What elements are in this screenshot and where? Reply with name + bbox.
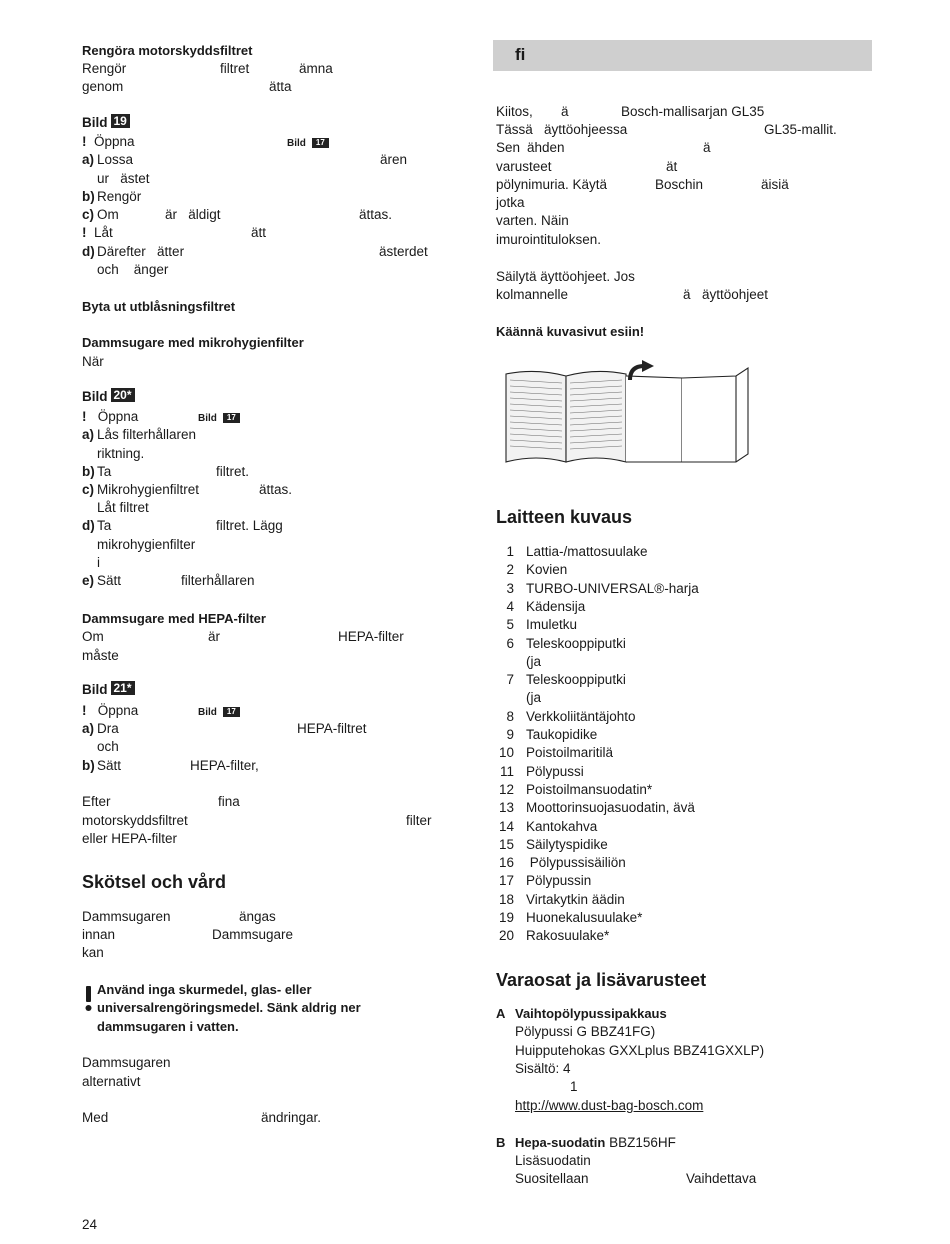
part-label: Lattia-/mattosuulake	[526, 544, 648, 559]
text-line: Dammsugare	[212, 927, 294, 942]
section-title-hepa: Dammsugare med HEPA-filter	[82, 611, 266, 626]
text-line: äisiä	[761, 177, 789, 192]
part-label: Rakosuulake*	[526, 928, 610, 943]
language-code: fi	[515, 45, 526, 64]
figure-number-badge: 21*	[111, 681, 135, 695]
part-number: 13	[498, 800, 514, 815]
text-line: ätta	[269, 79, 292, 94]
text-line: jotka	[496, 195, 525, 210]
text-line: Efter	[82, 794, 111, 809]
part-label: Säilytyspidike	[526, 837, 608, 852]
part-number: 11	[499, 764, 514, 779]
part-item	[496, 854, 626, 872]
part-label: Imuletku	[526, 617, 578, 632]
part-label: (ja	[526, 690, 542, 705]
text-line: Pölypussi G BBZ41FG)	[515, 1024, 656, 1039]
step: c) Om	[82, 207, 119, 222]
part-label: Poistoilmansuodatin*	[526, 782, 653, 797]
text-line: och	[97, 739, 119, 754]
step: ! Öppna	[82, 703, 139, 718]
text-line: ur ästet	[97, 171, 150, 186]
text-line: Boschin	[655, 177, 704, 192]
text-line: ästerdet	[379, 244, 428, 259]
text-line: ängas	[239, 909, 276, 924]
part-number: 7	[506, 672, 514, 687]
text-line: ä	[561, 104, 569, 119]
part-number: 12	[498, 782, 514, 797]
step: b) Sätt	[82, 758, 122, 773]
text-line: varten. Näin	[496, 213, 569, 228]
text-line: innan	[82, 927, 116, 942]
step: b) Ta	[82, 464, 112, 479]
text-line: riktning.	[97, 446, 145, 461]
step: a) Lossa	[82, 152, 134, 167]
accessory-title-a: Vaihtopölypussipakkaus	[515, 1006, 667, 1021]
text-line: Rengör	[82, 61, 127, 76]
accessory-label-a: A	[496, 1006, 506, 1021]
text-line: HEPA-filter,	[190, 758, 259, 773]
part-number: 5	[506, 617, 514, 632]
part-item	[496, 561, 567, 579]
part-number: 19	[498, 910, 514, 925]
section-title-motor-filter: Rengöra motorskyddsfiltret	[82, 43, 253, 58]
step: a) Lås filterhållaren	[82, 427, 197, 442]
text-line: Säilytä äyttöohjeet. Jos	[496, 269, 635, 284]
part-number: 4	[506, 599, 514, 614]
part-number: 14	[498, 819, 514, 834]
text-line: Dammsugaren	[82, 1055, 171, 1070]
text-line: fina	[218, 794, 240, 809]
text-line: äyttöohjeet	[702, 287, 769, 302]
step: a) Dra	[82, 721, 119, 736]
part-item	[496, 708, 636, 726]
text-line: ändringar.	[261, 1110, 322, 1125]
figure-number-badge: 20*	[111, 388, 135, 402]
part-item	[496, 635, 626, 653]
accessory-title-b: Hepa-suodatin BBZ156HF	[515, 1135, 676, 1150]
section-title-microhygiene: Dammsugare med mikrohygienfilter	[82, 335, 304, 350]
text-line: äyttöohjeessa	[544, 122, 628, 137]
part-item	[496, 689, 541, 707]
text-line: alternativt	[82, 1074, 141, 1089]
text-line: När	[82, 354, 104, 369]
text-line: filter	[406, 813, 432, 828]
figure-ref-small: Bild 17	[287, 133, 329, 153]
instruction-turn-pages: Käännä kuvasivut esiin!	[496, 324, 645, 339]
part-item	[496, 671, 626, 689]
text-line: eller HEPA-filter	[82, 831, 178, 846]
text-line: ättas.	[259, 482, 293, 497]
part-label: TURBO-UNIVERSAL®-harja	[526, 581, 699, 596]
text-line: mikrohygienfilter	[97, 537, 196, 552]
text-line: ämna	[299, 61, 333, 76]
step: ! Öppna	[82, 134, 135, 149]
part-number: 2	[506, 562, 514, 577]
step: ! Låt	[82, 225, 113, 240]
text-line: GL35-mallit.	[764, 122, 837, 137]
step: c) Mikrohygienfiltret	[82, 482, 200, 497]
part-label: Pölypussi	[526, 764, 584, 779]
text-line: filtret	[220, 61, 250, 76]
part-label: Teleskooppiputki	[526, 672, 626, 687]
part-item	[496, 653, 541, 671]
text-line: Dammsugaren	[82, 909, 171, 924]
text-line: kolmannelle	[496, 287, 569, 302]
text-line: ä	[703, 140, 711, 155]
part-label: Virtakytkin äädin	[526, 892, 625, 907]
part-label: Verkkoliitäntäjohto	[526, 709, 636, 724]
text-line: ättas.	[359, 207, 393, 222]
text-line: Bosch-mallisarjan GL35	[621, 104, 765, 119]
text-line: HEPA-filter	[338, 629, 404, 644]
part-label: Teleskooppiputki	[526, 636, 626, 651]
text-line: pölynimuria. Käytä	[496, 177, 608, 192]
text-line: filtret. Lägg	[216, 518, 283, 533]
part-number: 15	[498, 837, 514, 852]
warning-text: dammsugaren i vatten.	[97, 1019, 239, 1034]
part-item	[496, 616, 577, 634]
part-item	[496, 927, 609, 945]
text-line: Tässä	[496, 122, 533, 137]
section-title-exhaust-filter: Byta ut utblåsningsfiltret	[82, 299, 236, 314]
part-number: 1	[506, 544, 514, 559]
step: ! Öppna	[82, 409, 139, 424]
part-item	[496, 598, 585, 616]
text-line: Huipputehokas GXXLplus BBZ41GXXLP)	[515, 1043, 765, 1058]
text-line: måste	[82, 648, 119, 663]
part-item	[496, 781, 652, 799]
figure-ref-small: Bild 17	[198, 408, 240, 428]
text-line: ät	[666, 159, 678, 174]
text-line: är	[208, 629, 221, 644]
part-number: 18	[498, 892, 514, 907]
part-number: 20	[498, 928, 514, 943]
warning-text: universalrengöringsmedel. Sänk aldrig ner	[97, 1000, 361, 1015]
part-label: Pölypussisäiliön	[526, 855, 626, 870]
part-number: 8	[506, 709, 514, 724]
figure-ref: Bild 21*	[82, 681, 135, 699]
warning-text: Använd inga skurmedel, glas- eller	[97, 982, 312, 997]
text-line: Med	[82, 1110, 109, 1125]
text-line: filtret.	[216, 464, 250, 479]
part-item	[496, 818, 597, 836]
part-label: Taukopidike	[526, 727, 598, 742]
text-line: ären	[380, 152, 408, 167]
part-item	[496, 799, 695, 817]
part-label: Poistoilmaritilä	[526, 745, 614, 760]
part-label: Moottorinsuojasuodatin, ävä	[526, 800, 695, 815]
text-line: Om	[82, 629, 104, 644]
part-item	[496, 836, 608, 854]
figure-ref: Bild 19	[82, 114, 130, 132]
text-line: ähden	[527, 140, 565, 155]
text-line: i	[97, 555, 100, 570]
part-label: Kädensija	[526, 599, 586, 614]
accessory-label-b: B	[496, 1135, 506, 1150]
part-label: Kovien	[526, 562, 568, 577]
part-number: 10	[498, 745, 514, 760]
part-number: 3	[506, 581, 514, 596]
part-item	[496, 909, 642, 927]
text-line: imurointituloksen.	[496, 232, 602, 247]
step: b) Rengör	[82, 189, 142, 204]
part-item	[496, 543, 648, 561]
step: e) Sätt	[82, 573, 122, 588]
part-label: Huonekalusuulake*	[526, 910, 643, 925]
part-number: 16	[498, 855, 514, 870]
text-line: genom	[82, 79, 124, 94]
part-item	[496, 580, 699, 598]
part-item	[496, 891, 625, 909]
text-line: är äldigt	[165, 207, 221, 222]
part-item	[496, 744, 613, 762]
text-line: Sisältö: 4	[515, 1061, 571, 1076]
heading-spare-parts: Varaosat ja lisävarusteet	[496, 970, 707, 990]
dust-bag-link[interactable]: http://www.dust-bag-bosch.com	[515, 1098, 704, 1113]
text-line: varusteet	[496, 159, 552, 174]
figure-number-badge: 19	[111, 114, 130, 128]
part-item	[496, 872, 591, 890]
text-line: ä	[683, 287, 691, 302]
text-line: Låt filtret	[97, 500, 149, 515]
part-number: 17	[498, 873, 514, 888]
part-number: 9	[506, 727, 514, 742]
step: d) Därefter ätter	[82, 244, 185, 259]
part-item	[496, 726, 597, 744]
text-line: Lisäsuodatin	[515, 1153, 591, 1168]
text-line: ätt	[251, 225, 267, 240]
heading-device-description: Laitteen kuvaus	[496, 507, 633, 527]
fold-out-pages-illustration	[504, 358, 754, 473]
text-line: Vaihdettava	[686, 1171, 757, 1186]
language-header-bar	[493, 40, 872, 71]
part-item	[496, 763, 584, 781]
text-line: Suositellaan	[515, 1171, 589, 1186]
step: d) Ta	[82, 518, 112, 533]
text-line: Kiitos,	[496, 104, 533, 119]
text-line: kan	[82, 945, 104, 960]
text-line: HEPA-filtret	[297, 721, 367, 736]
part-label: Pölypussin	[526, 873, 592, 888]
figure-ref: Bild 20*	[82, 388, 135, 406]
text-line: och änger	[97, 262, 169, 277]
part-label: Kantokahva	[526, 819, 598, 834]
figure-ref-small: Bild 17	[198, 702, 240, 722]
text-line: filterhållaren	[181, 573, 255, 588]
heading-care: Skötsel och vård	[82, 872, 227, 892]
text-line: 1	[570, 1079, 578, 1094]
part-number: 6	[506, 636, 514, 651]
text-line: Sen	[496, 140, 521, 155]
part-label: (ja	[526, 654, 542, 669]
text-line: motorskyddsfiltret	[82, 813, 188, 828]
page-number: 24	[82, 1217, 98, 1232]
